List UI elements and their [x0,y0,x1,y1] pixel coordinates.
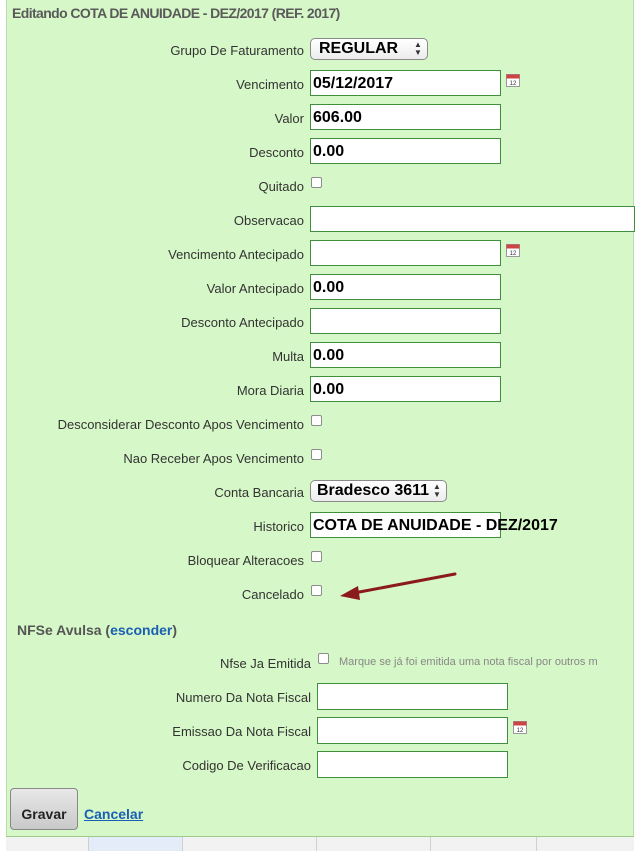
vencimento-label: Vencimento [236,77,304,92]
valor-input[interactable]: 606.00 [310,104,501,130]
quitado-checkbox[interactable] [311,177,322,188]
numero-nota-label: Numero Da Nota Fiscal [175,690,311,705]
emissao-nota-label: Emissao Da Nota Fiscal [172,724,311,739]
desconto-antecipado-input[interactable] [310,308,501,334]
codigo-verificacao-label: Codigo De Verificacao [182,758,311,773]
select-arrows-icon: ▲ ▼ [433,482,441,499]
observacao-input[interactable] [310,206,635,232]
mora-diaria-input[interactable]: 0.00 [310,376,501,402]
nfse-title-end: ) [172,622,178,638]
grupo-faturamento-value: REGULAR [319,40,399,57]
esconder-link[interactable]: esconder [110,622,173,638]
emissao-nota-input[interactable] [317,717,508,744]
bloquear-alteracoes-checkbox[interactable] [311,551,322,562]
svg-text:12: 12 [516,728,524,734]
strip-divider [88,837,89,851]
grupo-faturamento-label: Grupo De Faturamento [170,43,304,58]
select-arrows-icon: ▲ ▼ [414,40,422,57]
desconsiderar-desconto-label: Desconsiderar Desconto Apos Vencimento [57,417,304,432]
cancelar-link[interactable]: Cancelar [84,806,144,822]
calendar-icon[interactable] [506,243,520,257]
strip-divider [316,837,317,851]
vencimento-antecipado-input[interactable] [310,240,501,266]
nfse-ja-emitida-hint: Marque se já foi emitida uma nota fiscal por outros m [339,656,598,668]
svg-text:12: 12 [509,81,517,87]
conta-bancaria-select[interactable] [310,480,447,502]
valor-label: Valor [274,111,304,126]
observacao-label: Observacao [233,213,304,228]
valor-antecipado-label: Valor Antecipado [206,281,304,296]
nfse-title-text: NFSe Avulsa ( [17,622,111,638]
multa-input[interactable]: 0.00 [310,342,501,368]
strip-highlight [88,837,182,851]
vencimento-antecipado-label: Vencimento Antecipado [168,247,304,262]
conta-bancaria-value: Bradesco 3611 [317,482,430,499]
nfse-ja-emitida-label: Nfse Ja Emitida [219,656,311,671]
numero-nota-input[interactable] [317,683,508,710]
mora-diaria-label: Mora Diaria [236,383,304,398]
valor-antecipado-input[interactable]: 0.00 [310,274,501,300]
strip-divider [182,837,183,851]
calendar-icon[interactable] [513,720,527,734]
historico-label: Historico [253,519,304,534]
nao-receber-checkbox[interactable] [311,449,322,460]
nao-receber-label: Nao Receber Apos Vencimento [123,451,304,466]
cancelado-checkbox[interactable] [311,585,322,596]
nfse-ja-emitida-checkbox[interactable] [318,653,329,664]
bottom-table-strip [6,837,634,851]
quitado-label: Quitado [258,179,304,194]
cancelado-label: Cancelado [241,587,304,602]
historico-input[interactable]: COTA DE ANUIDADE - DEZ/2017 [310,512,501,538]
desconto-label: Desconto [249,145,304,160]
svg-text:12: 12 [509,251,517,257]
calendar-icon[interactable] [506,73,520,87]
page-title: Editando COTA DE ANUIDADE - DEZ/2017 (REF. 2017) [12,5,340,21]
gravar-button[interactable]: Gravar [10,788,78,830]
conta-bancaria-label: Conta Bancaria [214,485,304,500]
desconto-antecipado-label: Desconto Antecipado [181,315,304,330]
desconto-input[interactable]: 0.00 [310,138,501,164]
bloquear-alteracoes-label: Bloquear Alteracoes [187,553,304,568]
codigo-verificacao-input[interactable] [317,751,508,778]
strip-divider [536,837,537,851]
strip-divider [430,837,431,851]
multa-label: Multa [272,349,304,364]
desconsiderar-desconto-checkbox[interactable] [311,415,322,426]
nfse-section-title [17,622,177,638]
grupo-faturamento-select[interactable] [310,38,428,60]
red-arrow-annotation [330,566,460,606]
vencimento-input[interactable]: 05/12/2017 [310,70,501,96]
